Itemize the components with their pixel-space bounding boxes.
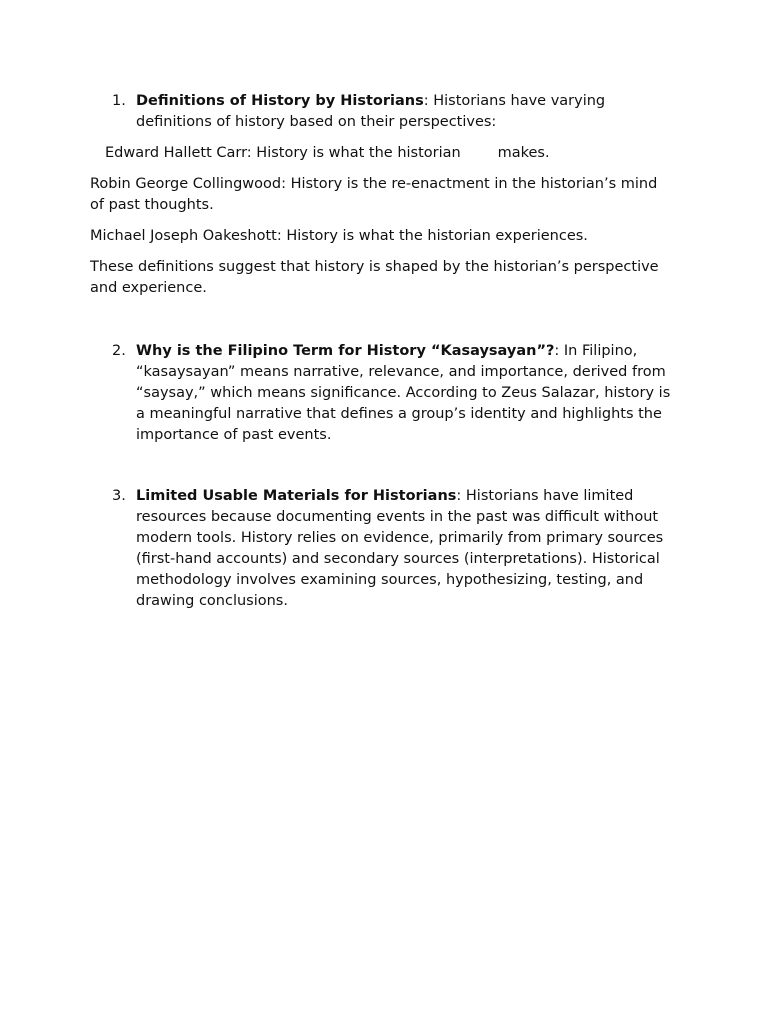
list-item-kasaysayan [112, 341, 676, 446]
definition-carr-text-end: makes. [497, 145, 550, 161]
definition-collingwood: Robin George Collingwood: History is the re-enactment in the historian’s mind of past thoughts. [90, 176, 658, 213]
list-number: 2. [112, 343, 126, 359]
list-number: 1. [112, 93, 126, 109]
item-text: : Historians have limited resources because documenting events in the past was difficult without modern tools. History relies on evidence, primarily from primary sources (first-hand accounts) and secondary sources (interpretations). Historical methodology involves examining sources, hypothesizing, testing, and drawing conclusions. [136, 488, 664, 609]
item-text: : Historians have varying definitions of history based on their perspectives: [136, 93, 606, 130]
item-heading: Definitions of History by Historians [136, 93, 424, 109]
item-heading: Limited Usable Materials for Historians [136, 488, 457, 504]
item-text: : In Filipino, “kasaysayan” means narrative, relevance, and importance, derived from “saysay,” which means significance. According to Zeus Salazar, history is a meaningful narrative that defines a group’s identity and highlights the importance of past events. [136, 343, 671, 443]
item-heading: Why is the Filipino Term for History “Kasaysayan”? [136, 343, 555, 359]
definition-carr [105, 143, 685, 164]
definition-oakeshott: Michael Joseph Oakeshott: History is what the historian experiences. [90, 228, 588, 244]
definition-carr-text: Edward Hallett Carr: History is what the historian [105, 145, 461, 161]
list-item-limited-materials [112, 486, 676, 612]
list-number: 3. [112, 488, 126, 504]
list-item-definitions [112, 91, 676, 133]
definitions-summary: These definitions suggest that history is shaped by the historian’s perspective and experience. [90, 259, 659, 296]
